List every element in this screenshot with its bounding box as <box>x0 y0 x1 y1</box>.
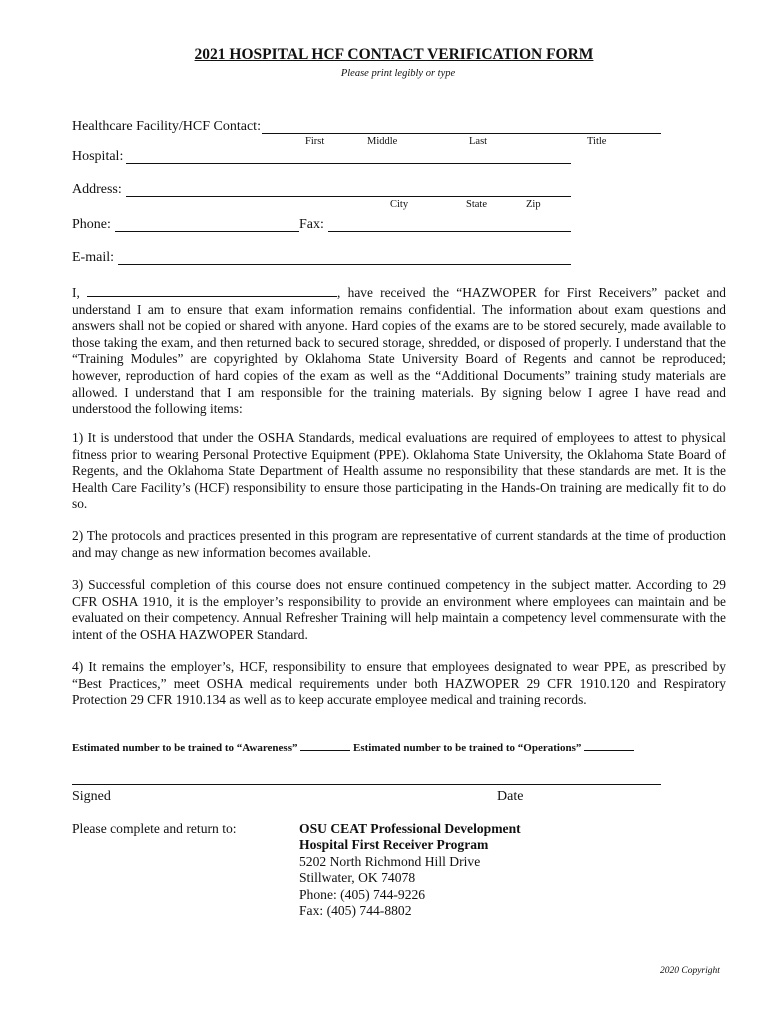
agreement-paragraph <box>72 284 726 418</box>
form-title: 2021 HOSPITAL HCF CONTACT VERIFICATION FORM <box>194 46 594 63</box>
copyright-note: 2020 Copyright <box>660 966 720 976</box>
return-phone: Phone: (405) 744-9226 <box>299 886 426 902</box>
phone-label: Phone: <box>72 217 111 232</box>
return-org: OSU CEAT Professional Development <box>299 821 521 836</box>
contact-field[interactable] <box>262 133 661 134</box>
return-city: Stillwater, OK 74078 <box>299 870 416 886</box>
item-3: 3) Successful completion of this course does not ensure continued competency in the subject matter. According to 29 CFR OSHA 1910, it is the employer’s responsibility to provide an environment where employees can maintain and be evaluated on their competency. Annual Refresher Training will help maintain a competency level commensurate with the intent of the OSHA HAZWOPER Standard. <box>72 577 726 642</box>
item-2: 2) The protocols and practices presented in this program are representative of current standards at the time of production and may change as new information becomes available. <box>72 528 726 560</box>
contact-label: Healthcare Facility/HCF Contact: <box>72 119 261 134</box>
address-city-caption: City <box>390 199 409 210</box>
hospital-label: Hospital: <box>72 149 124 164</box>
contact-middle-caption: Middle <box>367 136 398 147</box>
hospital-field[interactable] <box>126 163 571 164</box>
fax-field[interactable] <box>328 231 571 232</box>
contact-last-caption: Last <box>469 136 488 147</box>
address-field[interactable] <box>126 196 571 197</box>
email-label: E-mail: <box>72 250 114 265</box>
intro-text: , have received the “HAZWOPER for First Receivers” packet and understand I am to ensure that exam information remains confidential. The information about exam questions and answers shall not be copied or shared with anyone. Hard copies of the exams are to be stored securely, made available to those taking the exam, and then returned back to secured storage, shredded, or disposed of properly. I understand that the “Training Modules” are copyrighted by Oklahoma State University Board of Regents and cannot be reproduced; however, reproduction of hard copies of the exam as well as the “Additional Documents” training study materials are allowed. I understand that I am responsible for the training materials. By signing below I agree I have read and understood the following items: <box>72 285 726 417</box>
return-label: Please complete and return to: <box>72 821 237 836</box>
return-street: 5202 North Richmond Hill Drive <box>299 853 481 869</box>
address-zip-caption: Zip <box>526 199 541 210</box>
return-fax: Fax: (405) 744-8802 <box>299 903 412 919</box>
fax-label: Fax: <box>299 217 324 232</box>
intro-prefix: I, <box>72 285 80 300</box>
awareness-label: Estimated number to be trained to “Awareness” <box>72 742 298 754</box>
signature-line[interactable] <box>72 784 661 785</box>
address-label: Address: <box>72 182 122 197</box>
form-subtitle: Please print legibly or type <box>340 68 456 79</box>
contact-title-caption: Title <box>587 136 607 147</box>
operations-field[interactable] <box>584 740 634 751</box>
operations-label: Estimated number to be trained to “Operations” <box>353 742 582 754</box>
estimates-row <box>72 740 634 754</box>
address-state-caption: State <box>466 199 487 210</box>
return-address <box>299 821 521 919</box>
item-1: 1) It is understood that under the OSHA Standards, medical evaluations are required of employees to attest to physical fitness prior to wearing Personal Protective Equipment (PPE). Oklahoma State University, the Oklahoma State Board of Regents, and the Oklahoma State Department of Health assume no responsibility that these standards are met. It is the Health Care Facility’s (HCF) responsibility to ensure those participating in the Hands-On training are medically fit to do so. <box>72 430 726 512</box>
contact-first-caption: First <box>305 136 325 147</box>
date-label: Date <box>497 789 524 804</box>
item-4: 4) It remains the employer’s, HCF, responsibility to ensure that employees designated to wear PPE, as prescribed by “Best Practices,” meet OSHA medical requirements under both HAZWOPER 29 CFR 1910.120 and Respiratory Protection 29 CFR 1910.134 as well as to keep accurate employee medical and training records. <box>72 659 726 708</box>
signed-label: Signed <box>72 789 111 804</box>
return-program: Hospital First Receiver Program <box>299 837 489 853</box>
awareness-field[interactable] <box>300 740 350 751</box>
phone-field[interactable] <box>115 231 299 232</box>
name-blank[interactable] <box>87 284 337 297</box>
email-field[interactable] <box>118 264 571 265</box>
